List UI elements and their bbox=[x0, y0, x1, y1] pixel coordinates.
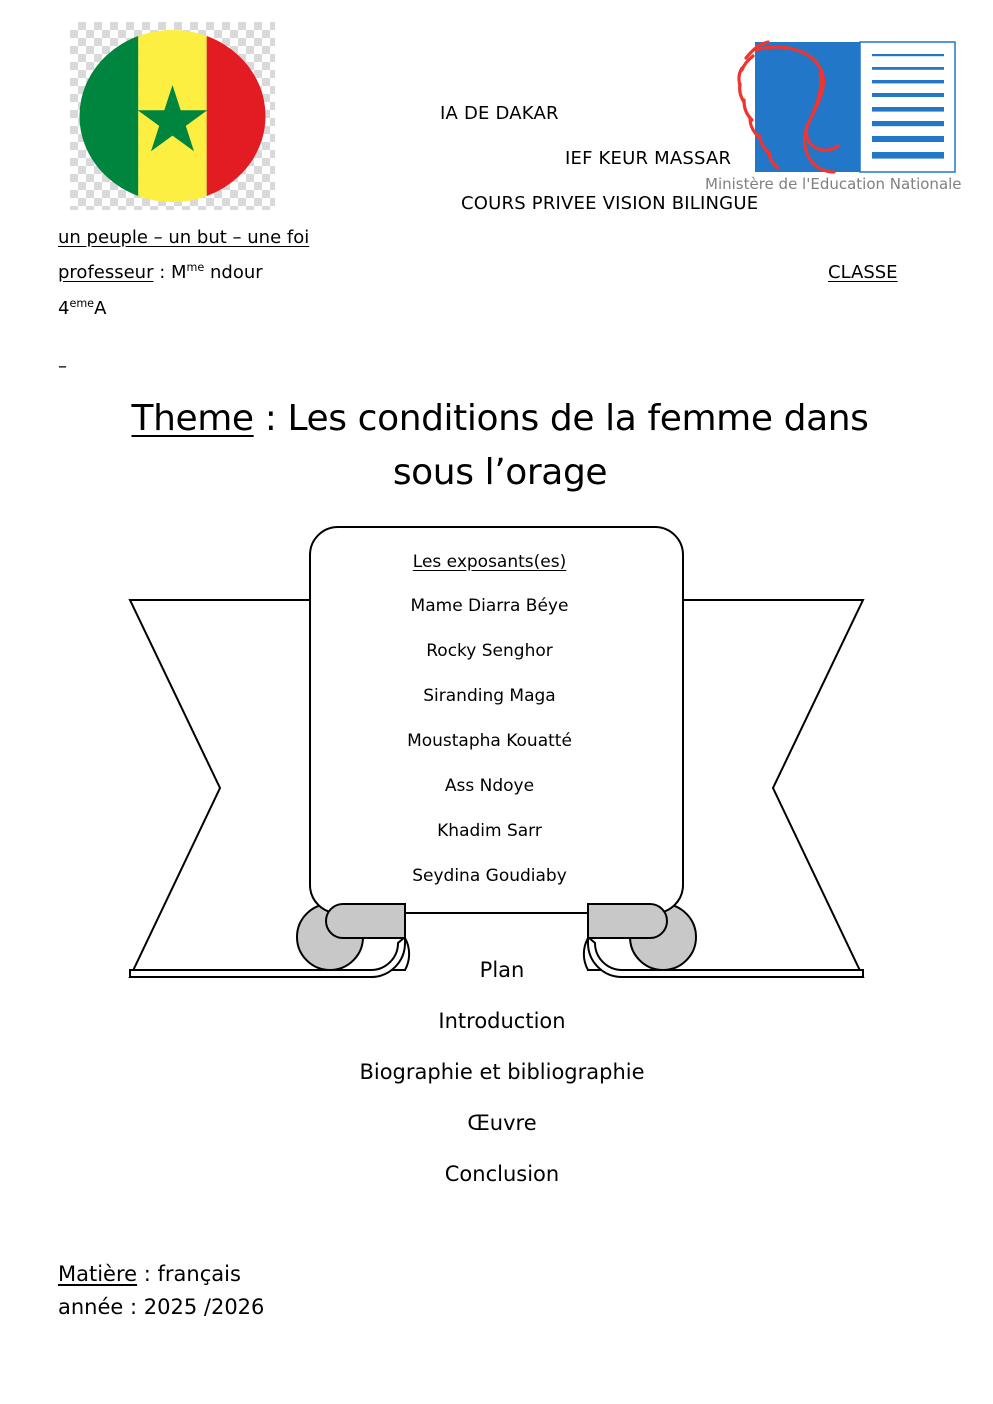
plan-item-oeuvre: Œuvre bbox=[467, 1111, 537, 1135]
professor-title-sup: me bbox=[186, 261, 205, 274]
national-motto: un peuple – un but – une foi bbox=[58, 227, 310, 248]
ministry-logo-caption: Ministère de l'Education Nationale bbox=[705, 175, 962, 193]
footer-block bbox=[58, 1258, 264, 1324]
exposants-list bbox=[312, 552, 667, 886]
footer-subject-line bbox=[58, 1258, 264, 1291]
plan-item-introduction: Introduction bbox=[438, 1009, 566, 1033]
header-line-school: COURS PRIVEE VISION BILINGUE bbox=[461, 193, 759, 214]
classe-value-base: 4 bbox=[58, 298, 70, 319]
plan-heading: Plan bbox=[479, 958, 525, 982]
professor-label: professeur bbox=[58, 262, 154, 283]
page-title bbox=[95, 392, 905, 500]
header-line-inspection: IEF KEUR MASSAR bbox=[565, 148, 732, 169]
list-item: Siranding Maga bbox=[423, 686, 556, 706]
ribbon-right-fold-top bbox=[588, 904, 667, 938]
footer-subject-value: français bbox=[157, 1262, 241, 1286]
stray-dash-mark: – bbox=[58, 356, 67, 377]
footer-year-line bbox=[58, 1291, 264, 1324]
professor-separator: : bbox=[153, 262, 172, 283]
list-item: Rocky Senghor bbox=[426, 641, 553, 661]
plan-item-biographie: Biographie et bibliographie bbox=[359, 1060, 645, 1084]
professor-name: ndour bbox=[204, 262, 263, 283]
professor-line bbox=[58, 262, 263, 283]
plan-list bbox=[192, 958, 812, 1186]
list-item: Seydina Goudiaby bbox=[412, 866, 567, 886]
senegal-flag-emblem bbox=[70, 22, 275, 210]
footer-subject-separator: : bbox=[137, 1262, 158, 1286]
theme-separator: : bbox=[253, 398, 288, 439]
footer-year-value: 2025 /2026 bbox=[143, 1295, 265, 1319]
footer-subject-label: Matière bbox=[58, 1262, 138, 1286]
list-item: Ass Ndoye bbox=[444, 776, 535, 796]
list-item: Khadim Sarr bbox=[437, 821, 542, 841]
classe-value bbox=[58, 298, 106, 319]
classe-value-suffix: A bbox=[94, 298, 107, 319]
header-line-academy: IA DE DAKAR bbox=[440, 103, 559, 124]
list-item: Moustapha Kouatté bbox=[407, 731, 572, 751]
classe-label: CLASSE bbox=[828, 262, 898, 283]
professor-title-base: M bbox=[171, 262, 187, 283]
footer-year-label: année bbox=[58, 1295, 124, 1319]
theme-text-line1: Les conditions de la femme dans bbox=[287, 398, 869, 439]
footer-year-separator: : bbox=[123, 1295, 144, 1319]
exposants-title: Les exposants(es) bbox=[412, 552, 567, 572]
ministry-logo-icon bbox=[720, 28, 960, 188]
ribbon-left-fold-top bbox=[326, 904, 405, 938]
theme-text-line2: sous l’orage bbox=[392, 452, 608, 493]
theme-label: Theme bbox=[131, 398, 254, 439]
theme-title-line1 bbox=[95, 392, 905, 446]
list-item: Mame Diarra Béye bbox=[410, 596, 569, 616]
plan-item-conclusion: Conclusion bbox=[444, 1162, 560, 1186]
classe-value-sup: eme bbox=[69, 297, 95, 310]
